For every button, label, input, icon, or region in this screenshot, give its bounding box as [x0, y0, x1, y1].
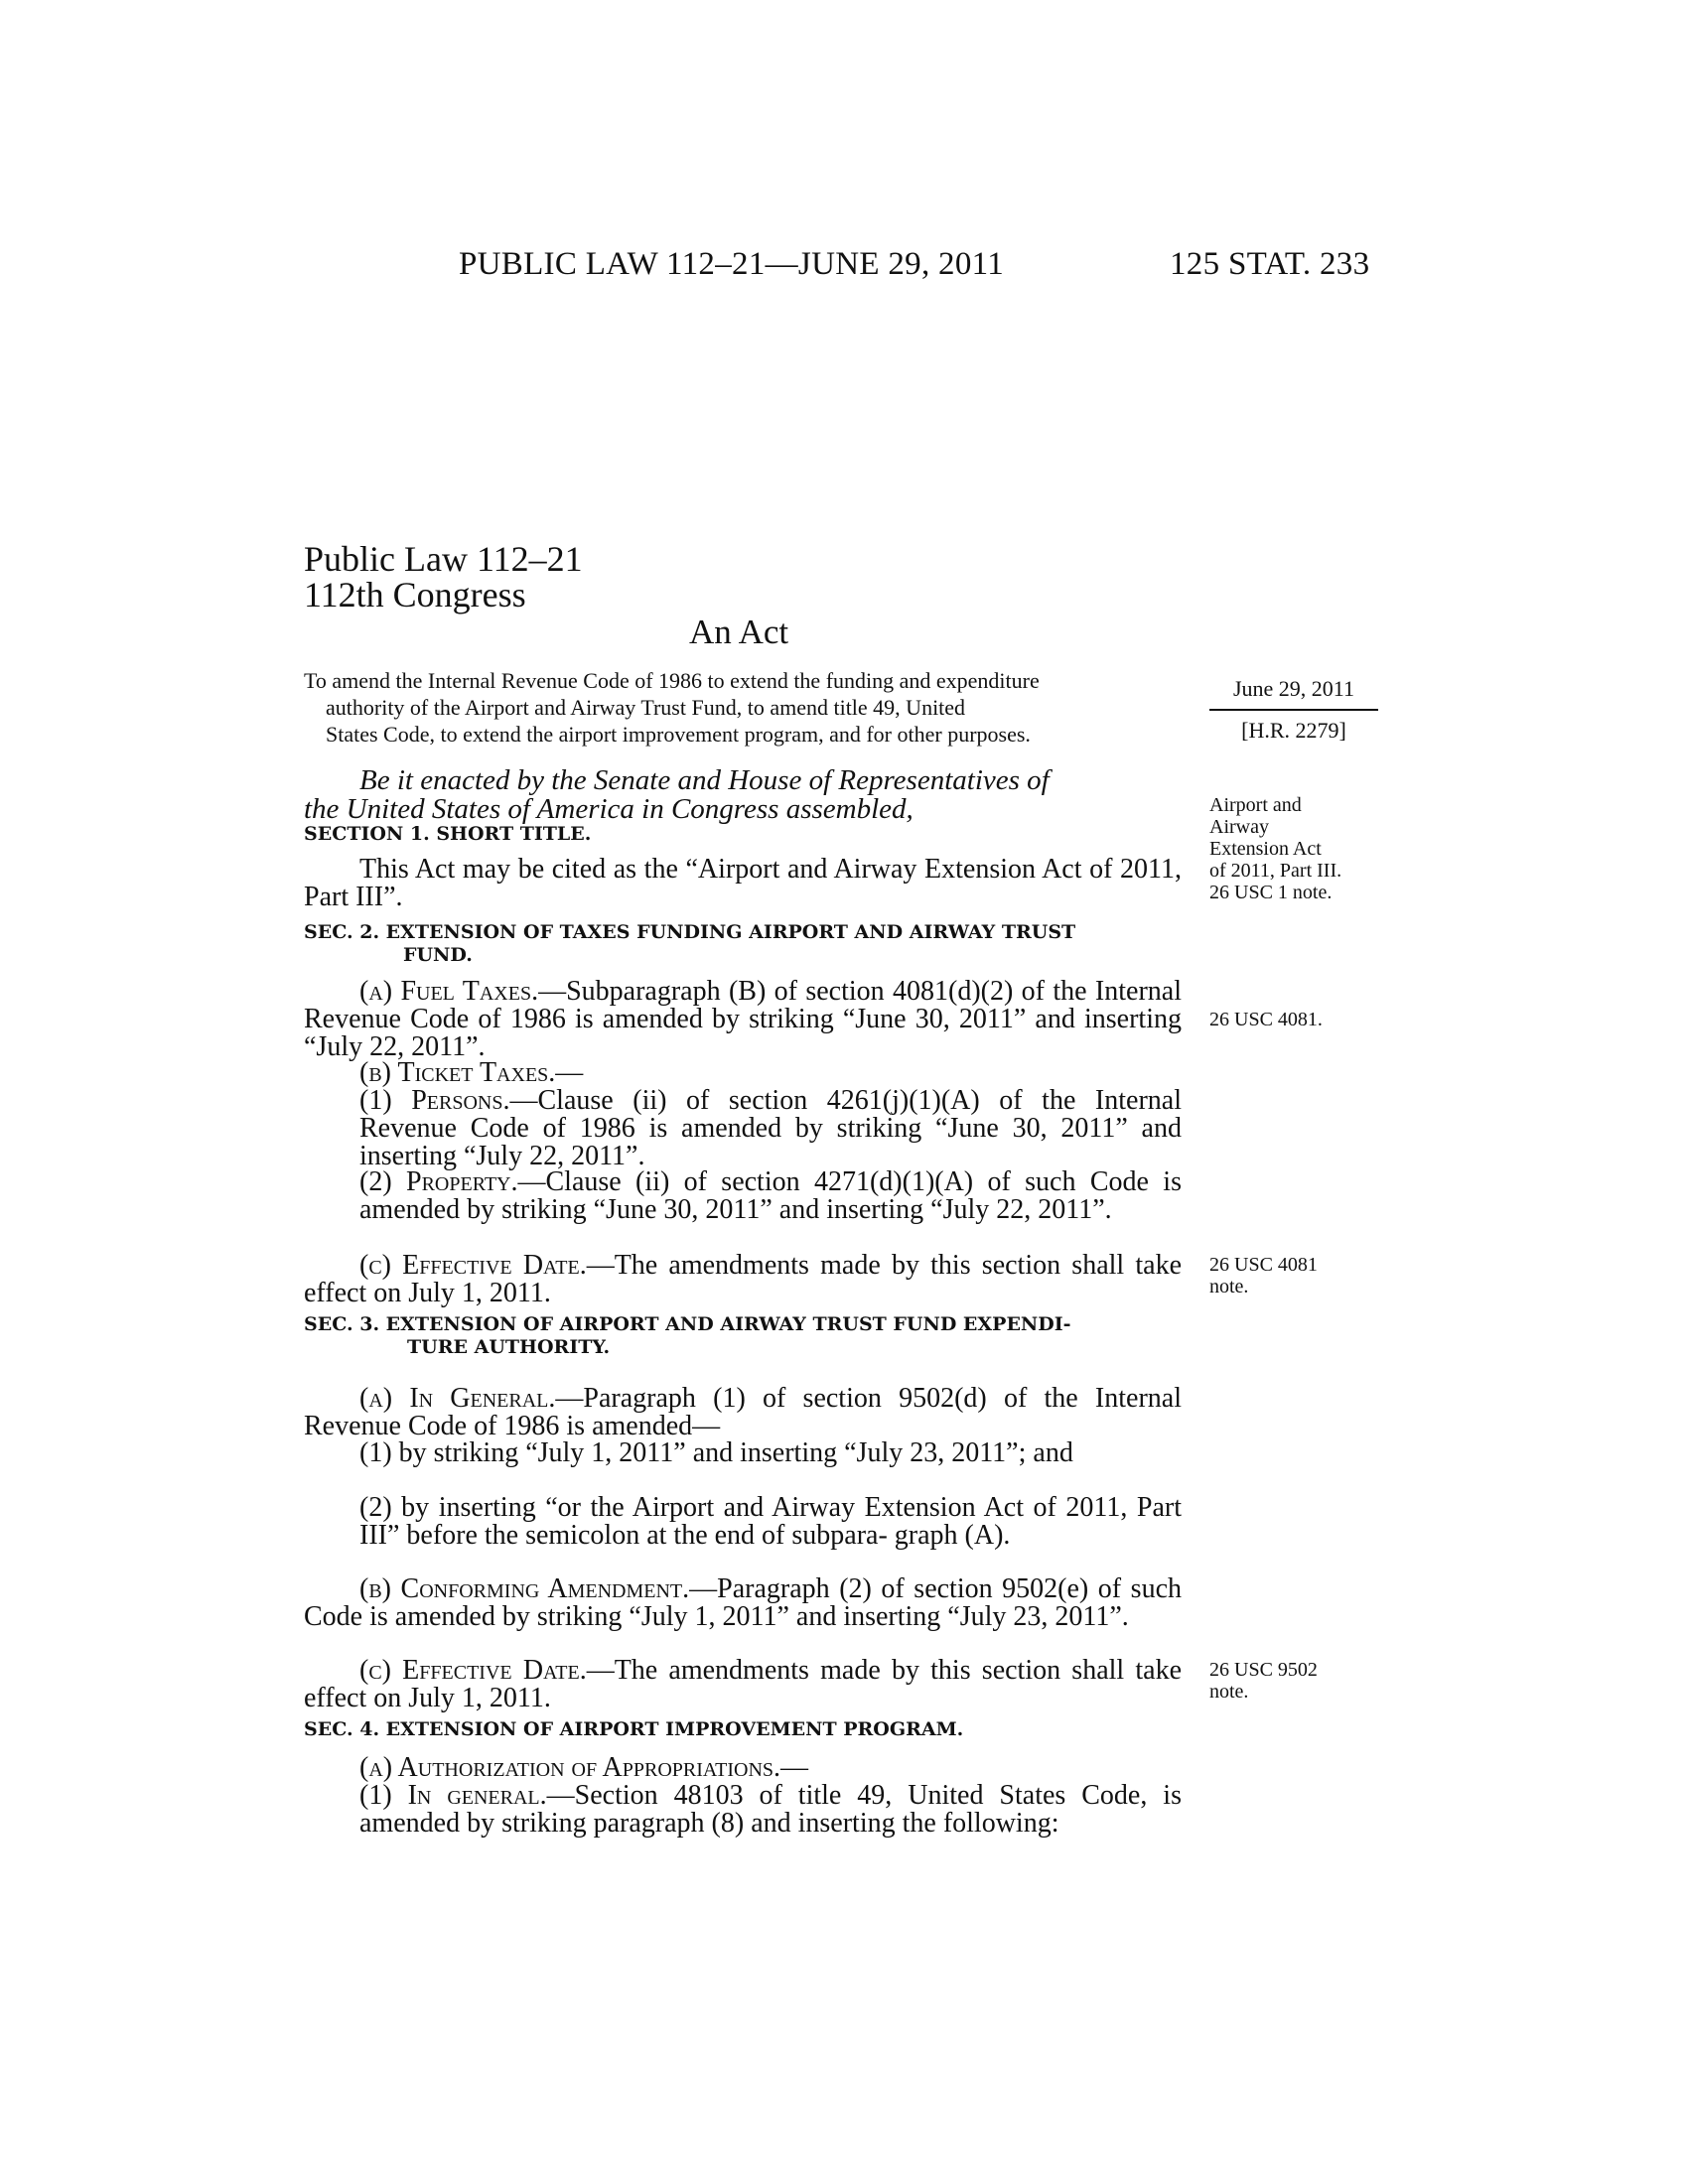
- subsection-label: (a) Authorization of Appropriations.: [359, 1752, 781, 1783]
- subsection-label: (a) Fuel Taxes.: [359, 976, 539, 1007]
- section-2-subsection-a: [304, 978, 1182, 1061]
- paragraph-label: (1) Persons.: [359, 1085, 510, 1116]
- subsection-text: —Paragraph (2) of section 9502(e) of such Code is amended by striking “July 1, 2011” and inserting “July 23, 2011”.: [304, 1573, 1183, 1632]
- section-3-subsection-a: [304, 1385, 1182, 1440]
- purpose-line: States Code, to extend the airport improvement program, and for other purposes.: [326, 722, 1031, 747]
- subsection-text: —: [555, 1057, 584, 1088]
- purpose-line: authority of the Airport and Airway Trust Fund, to amend title 49, United: [326, 695, 966, 720]
- margin-note-line: Airway: [1209, 816, 1269, 838]
- subsection-label: (b) Conforming Amendment.: [359, 1573, 690, 1604]
- page-number: 125 STAT. 233: [1170, 246, 1370, 282]
- section-4-subsection-a: [304, 1754, 1182, 1782]
- section-1-text: This Act may be cited as the “Airport and Airway Extension Act of 2011, Part III”.: [304, 854, 1182, 912]
- heading-line: TURE AUTHORITY.: [407, 1336, 611, 1358]
- subsection-text: —Paragraph (1) of section 9502(d) of the Internal Revenue Code of 1986 is amended—: [304, 1383, 1182, 1441]
- act-title: An Act: [689, 613, 789, 651]
- section-4-paragraph-a1: [359, 1782, 1182, 1838]
- section-3-heading: [304, 1313, 1182, 1359]
- margin-note-usc-4081-note: [1209, 1254, 1318, 1297]
- section-4-heading: SEC. 4. EXTENSION OF AIRPORT IMPROVEMENT PROGRAM.: [304, 1718, 964, 1740]
- section-2-paragraph-b1: [359, 1087, 1182, 1170]
- subsection-text: —The amendments made by this section shall take effect on July 1, 2011.: [304, 1250, 1183, 1308]
- section-3-paragraph-a1: (1) by striking “July 1, 2011” and inserting “July 23, 2011”; and: [359, 1437, 1073, 1468]
- paragraph-label: (2) Property.: [359, 1166, 518, 1197]
- margin-note-line: 26 USC 1 note.: [1209, 882, 1333, 903]
- section-3-paragraph-a2: (2) by inserting “or the Airport and Airway Extension Act of 2011, Part III” before the semicolon at the end of subpara- graph (A).: [359, 1492, 1182, 1551]
- margin-date-block: [1209, 675, 1378, 745]
- subsection-text: —: [780, 1752, 809, 1783]
- subsection-text: —Subparagraph (B) of section 4081(d)(2) of the Internal Revenue Code of 1986 is amended by striking “June 30, 2011” and inserting “July 22, 2011”.: [304, 976, 1182, 1062]
- margin-note-line: Airport and: [1209, 794, 1302, 816]
- paragraph-label: (1) In general.: [359, 1780, 547, 1811]
- margin-note-short-title: [1209, 794, 1341, 903]
- margin-note-line: Extension Act: [1209, 838, 1322, 860]
- enacting-clause: [304, 766, 1182, 824]
- congress-number: 112th Congress: [304, 575, 526, 614]
- margin-note-line: note.: [1209, 1681, 1249, 1703]
- subsection-text: —The amendments made by this section shall take effect on July 1, 2011.: [304, 1655, 1183, 1713]
- section-2-subsection-b: [304, 1059, 1182, 1087]
- subsection-label: (c) Effective Date.: [359, 1250, 587, 1281]
- margin-note-usc-4081: 26 USC 4081.: [1209, 1009, 1323, 1030]
- section-2-heading: [304, 921, 1182, 967]
- margin-note-usc-9502-note: [1209, 1659, 1318, 1703]
- paragraph-text: —Clause (ii) of section 4271(d)(1)(A) of such Code is amended by striking “June 30, 2011” and inserting “July 22, 2011”.: [359, 1166, 1182, 1225]
- section-3-subsection-c: [304, 1657, 1182, 1712]
- date-divider: [1209, 709, 1378, 711]
- section-2-paragraph-b2: [359, 1168, 1182, 1224]
- margin-note-line: of 2011, Part III.: [1209, 860, 1342, 882]
- margin-note-line: 26 USC 4081: [1209, 1254, 1318, 1276]
- running-header-title: PUBLIC LAW 112–21—JUNE 29, 2011: [459, 246, 1005, 282]
- section-3-subsection-b: [304, 1575, 1182, 1631]
- section-2-subsection-c: [304, 1252, 1182, 1307]
- paragraph-text: —Clause (ii) of section 4261(j)(1)(A) of the Internal Revenue Code of 1986 is amended by striking “June 30, 2011” and inserting “July 22, 2011”.: [359, 1085, 1182, 1171]
- heading-line: FUND.: [403, 944, 473, 966]
- bill-number: [H.R. 2279]: [1241, 718, 1346, 743]
- paragraph-text: —Section 48103 of title 49, United States Code, is amended by striking paragraph (8) and inserting the following:: [359, 1780, 1182, 1839]
- margin-note-line: 26 USC 9502: [1209, 1659, 1318, 1681]
- heading-line: SEC. 2. EXTENSION OF TAXES FUNDING AIRPORT AND AIRWAY TRUST: [304, 921, 1076, 943]
- enactment-date: June 29, 2011: [1232, 676, 1354, 701]
- subsection-label: (c) Effective Date.: [359, 1655, 587, 1686]
- subsection-label: (a) In General.: [359, 1383, 556, 1414]
- margin-note-line: note.: [1209, 1276, 1249, 1297]
- enacting-line: Be it enacted by the Senate and House of Representatives of: [359, 764, 1050, 796]
- act-purpose: [304, 667, 1182, 748]
- subsection-label: (b) Ticket Taxes.: [359, 1057, 556, 1088]
- public-law-number: Public Law 112–21: [304, 539, 583, 579]
- purpose-line: To amend the Internal Revenue Code of 1986 to extend the funding and expenditure: [304, 668, 1040, 693]
- enacting-line: the United States of America in Congress assembled,: [304, 793, 914, 825]
- heading-line: SEC. 3. EXTENSION OF AIRPORT AND AIRWAY TRUST FUND EXPENDI-: [304, 1313, 1071, 1335]
- section-1-heading: SECTION 1. SHORT TITLE.: [304, 823, 592, 845]
